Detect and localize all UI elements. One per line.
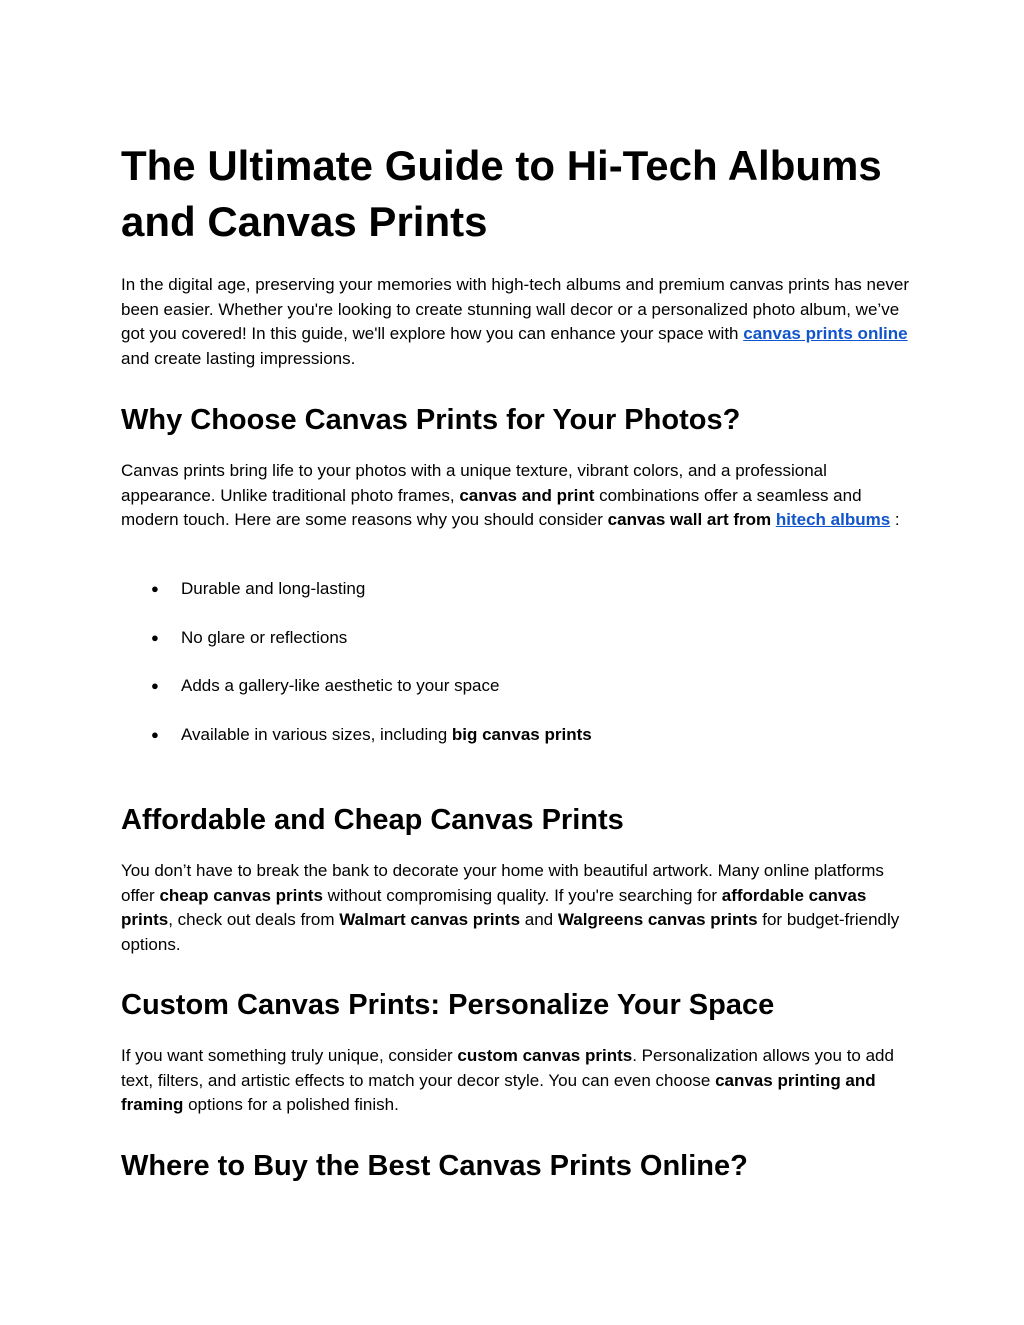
list-item-bold: big canvas prints bbox=[451, 725, 592, 745]
affordable-text-3: , check out deals from bbox=[168, 910, 340, 929]
list-item bbox=[121, 723, 592, 772]
custom-text-3: options for a polished finish. bbox=[183, 1095, 399, 1114]
list-item bbox=[121, 626, 592, 675]
affordable-text-1: You don’t have to break the bank to decorate your home with beautiful artwork. Many online platforms offer bbox=[121, 861, 884, 905]
list-item-text: Available in various sizes, including bbox=[181, 725, 452, 745]
section-heading-where-to-buy: Where to Buy the Best Canvas Prints Online? bbox=[121, 1150, 748, 1182]
affordable-bold-1: cheap canvas prints bbox=[159, 885, 323, 905]
affordable-text-2: without compromising quality. If you're searching for bbox=[322, 885, 722, 905]
list-item-text: No glare or reflections bbox=[181, 627, 348, 647]
why-bold-2: canvas wall art from bbox=[607, 510, 772, 529]
affordable-text-5: for budget-friendly options. bbox=[121, 910, 900, 954]
bullet-icon: ● bbox=[151, 581, 159, 596]
why-text-1: Canvas prints bring life to your photos with a unique texture, vibrant colors, and a professional appearance. Unlike traditional photo frames, bbox=[121, 461, 827, 505]
custom-bold-1: custom canvas prints bbox=[457, 1046, 633, 1065]
affordable-bold-2: affordable canvas prints bbox=[121, 885, 867, 929]
page-title: The Ultimate Guide to Hi-Tech Albums and Canvas Prints bbox=[121, 142, 882, 245]
bullet-icon: ● bbox=[151, 629, 159, 645]
section-heading-custom: Custom Canvas Prints: Personalize Your Space bbox=[121, 989, 775, 1021]
reasons-list bbox=[121, 577, 592, 772]
list-item-text: Adds a gallery-like aesthetic to your space bbox=[181, 676, 500, 696]
custom-text-1: If you want something truly unique, consider bbox=[121, 1046, 458, 1065]
affordable-bold-3: Walmart canvas prints bbox=[339, 910, 521, 929]
section-heading-why-choose: Why Choose Canvas Prints for Your Photos? bbox=[121, 404, 741, 436]
why-bold-1: canvas and print bbox=[459, 485, 595, 505]
intro-paragraph bbox=[121, 273, 911, 371]
intro-text-end: and create lasting impressions. bbox=[121, 348, 356, 368]
list-item bbox=[121, 674, 592, 723]
bullet-icon: ● bbox=[151, 727, 159, 743]
affordable-text-4: and bbox=[520, 910, 558, 929]
bullet-icon: ● bbox=[151, 678, 159, 694]
affordable-paragraph bbox=[121, 859, 911, 957]
why-text-3: : bbox=[890, 510, 900, 529]
list-item bbox=[121, 577, 592, 626]
why-choose-paragraph bbox=[121, 459, 911, 533]
list-item-text: Durable and long-lasting bbox=[181, 579, 366, 598]
affordable-bold-4: Walgreens canvas prints bbox=[557, 910, 758, 929]
intro-text: In the digital age, preserving your memories with high-tech albums and premium canvas prints has never been easier. Whether you're looking to create stunning wall decor or a personalized photo album, we’ve got you covered! In this guide, we'll explore how you can enhance your space with bbox=[121, 275, 910, 343]
custom-paragraph bbox=[121, 1044, 911, 1118]
custom-bold-2: canvas printing and framing bbox=[121, 1070, 876, 1114]
custom-text-2: . Personalization allows you to add text, filters, and artistic effects to match your decor style. You can even choose bbox=[121, 1046, 894, 1090]
hitech-albums-link[interactable]: hitech albums bbox=[775, 510, 891, 529]
why-text-2: combinations offer a seamless and modern touch. Here are some reasons why you should consider bbox=[121, 485, 862, 529]
section-heading-affordable: Affordable and Cheap Canvas Prints bbox=[121, 804, 624, 836]
canvas-prints-online-link[interactable]: canvas prints online bbox=[743, 324, 908, 343]
